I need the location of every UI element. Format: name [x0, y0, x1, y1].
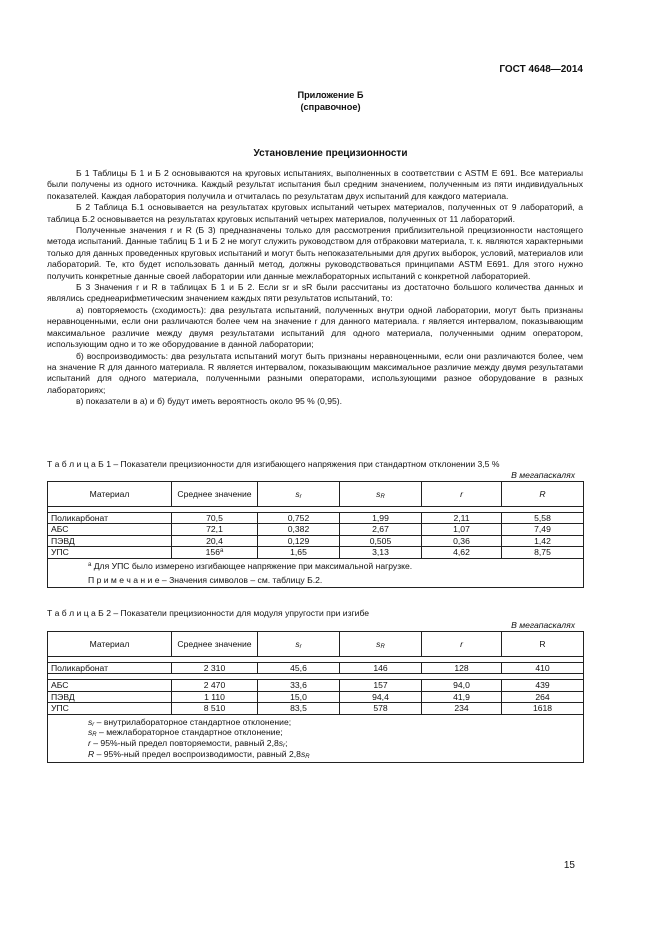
section-title: Установление прецизионности: [253, 148, 408, 159]
appendix-title: Приложение Б: [297, 90, 364, 100]
table-row: АБС 2 470 33,6 157 94,0 439: [48, 680, 584, 691]
table-row: УПС 8 510 83,5 578 234 1618: [48, 703, 584, 714]
header-sR: $s_R$: [340, 632, 422, 657]
paragraph-reproducibility: б) воспроизводимость: два результата испытаний могут быть признаны неравноценными, если они различаются более, чем на значение R для данного материала. R является интервалом, показывающим максимальное различие между двумя результатами испытаний для одного материала, полученными разными операторами, использующими разное оборудование в разных лабораториях;: [47, 350, 583, 395]
appendix-subtitle: (справочное): [300, 102, 361, 112]
paragraph-b1: Б 1 Таблицы Б 1 и Б 2 основываются на круговых испытаниях, выполненных в соответствии с ASTM Е 691. Все материалы были получены из одного источника. Каждый результат испытания был средним значением, полученным из пяти индивидуальных показателей. Каждая лаборатория получила и отчиталась по результатам двух испытаний для каждого материала.: [47, 168, 583, 201]
header-R: R: [502, 632, 584, 657]
table2-legend: [48, 714, 584, 762]
header-r: r: [422, 482, 502, 507]
page-number: 15: [563, 860, 575, 871]
table2-caption: [47, 608, 583, 619]
paragraph-r-R-purpose: Полученные значения r и R (Б 3) предназначены только для рассмотрения приблизительной прецизионности настоящего метода испытаний. Данные таблиц Б 1 и Б 2 не могут служить руководством для отбраковки материала, т. к. являются характерными только для данных проведенных круговых испытаний и могут быть непоказательными для других выборок, условий, материалов или лабораторий. Те, кто будет использовать данный метод, должны руководствоваться принципами ASTM Е691. Для этого нужно получить конкретные данные своей лаборатории или данные межлабораторных испытаний с конкретной лабораторией.: [47, 225, 583, 281]
table1-caption-prefix: Т а б л и ц а Б 1: [47, 459, 111, 469]
table1-notes: [48, 558, 584, 588]
table2-unit: В мегапаскалях: [511, 620, 575, 630]
header-R: R: [502, 482, 584, 507]
paragraph-probability: в) показатели в а) и б) будут иметь вероятность около 95 % (0,95).: [76, 396, 343, 407]
legend-R: R – 95%-ный предел воспроизводимости, равный $2,8s_R$: [88, 749, 310, 761]
table-header-row: [48, 632, 584, 657]
table2-caption-text: – Показатели прецизионности для модуля упругости при изгибе: [111, 608, 370, 618]
legend-sR: $s_R$ – межлабораторное стандартное отклонение;: [88, 727, 283, 739]
footnote-marker: a: [220, 548, 224, 555]
header-sr: $s_r$: [258, 482, 340, 507]
table2-caption-prefix: Т а б л и ц а Б 2: [47, 608, 111, 618]
table1-unit: В мегапаскалях: [511, 470, 575, 480]
paragraph-repeatability: а) повторяемость (сходимость): два результата испытаний, полученных внутри одной лаборатории, могут быть признаны неравноценными, если они различаются более чем на значение r для данного материала. r является интервалом, показывающим максимальное различие между двумя результатами испытаний для одного материала, полученными одним оператором, использующим одно и то же оборудование в данной лаборатории;: [47, 304, 583, 350]
header-material: Материал: [48, 632, 172, 657]
header-sr: $s_r$: [258, 632, 340, 657]
table-row: УПС 156$^a$ 1,65 3,13 4,62 8,75: [48, 547, 584, 558]
header-mean: Среднее значение: [172, 482, 258, 507]
header-sR: $s_R$: [340, 482, 422, 507]
legend-r: r – 95%-ный предел повторяемости, равный $2,8s_r$;: [88, 738, 288, 750]
table-row: ПЭВД 20,4 0,129 0,505 0,36 1,42: [48, 535, 584, 546]
appendix-heading: [0, 89, 661, 113]
table1-caption: [47, 459, 583, 470]
body-text: [47, 168, 583, 408]
legend-sr: $s_r$ – внутрилабораторное стандартное отклонение;: [88, 716, 292, 728]
paragraph-b3: Б 3 Значения r и R в таблицах Б 1 и Б 2. Если sr и sR были рассчитаны из достаточно большого количества данных и являлись среднеарифметическим значением каждых пяти результатов испытаний, то:: [47, 282, 583, 304]
table-header-row: [48, 482, 584, 507]
paragraph-b2: Б 2 Таблица Б.1 основывается на результатах круговых испытаний четырех материалов, полученных от 9 лабораторий, а таблица Б.2 основывается на результатах круговых испытаний четырех материалов, полученных от 11 лабораторий.: [47, 202, 583, 224]
table-row: Поликарбонат 70,5 0,752 1,99 2,11 5,58: [48, 513, 584, 524]
table-row: ПЭВД 1 110 15,0 94,4 41,9 264: [48, 691, 584, 702]
table-row: Поликарбонат 2 310 45,6 146 128 410: [48, 663, 584, 674]
table1-caption-text: – Показатели прецизионности для изгибающего напряжения при стандартном отклонении 3,5 %: [111, 459, 500, 469]
table-row: АБС 72,1 0,382 2,67 1,07 7,49: [48, 524, 584, 535]
standard-number: ГОСТ 4648—2014: [499, 64, 583, 75]
table1-footnote: $^а$ Для УПС было измерено изгибающее напряжение при максимальной нагрузке.: [88, 560, 413, 571]
header-r: r: [422, 632, 502, 657]
header-material: Материал: [48, 482, 172, 507]
table2: [47, 631, 584, 763]
header-mean: Среднее значение: [172, 632, 258, 657]
table1-note: П р и м е ч а н и е – Значения символов – см. таблицу Б.2.: [88, 575, 323, 586]
table1: [47, 481, 584, 588]
